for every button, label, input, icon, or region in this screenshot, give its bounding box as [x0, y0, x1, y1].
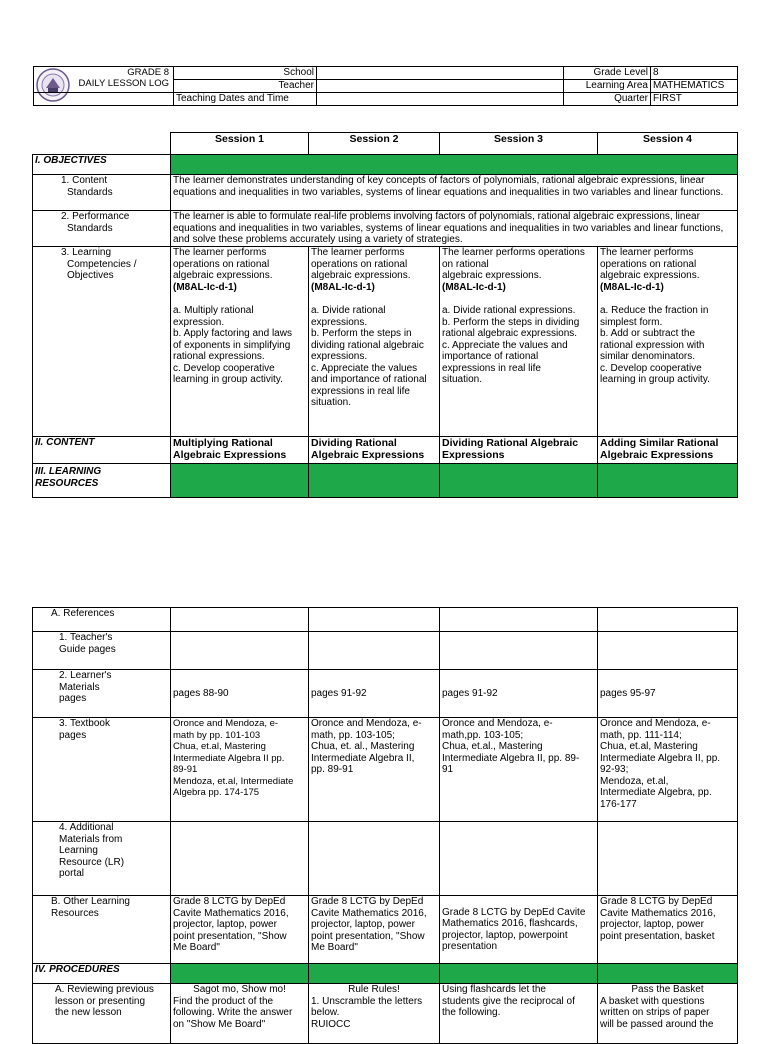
review-title: Sagot mo, Show mo! [193, 984, 286, 995]
references-cell [440, 608, 598, 632]
procedures-green-1 [171, 964, 309, 984]
teacher-value[interactable] [317, 80, 564, 93]
review-session-3 [440, 984, 598, 1044]
review-session-4 [598, 984, 738, 1044]
content-topic-1: Multiplying Rational Algebraic Expressions [171, 437, 309, 464]
review-body: A basket with questions written on strips of paper will be passed around the [600, 995, 714, 1030]
textbook-label: 3. Textbook pages [33, 718, 171, 822]
competency-intro: The learner performs operations on rational algebraic expressions. [311, 247, 411, 281]
competency-intro: The learner performs operations on rational algebraic expressions. [173, 247, 273, 281]
resources-heading: III. LEARNING RESOURCES [33, 464, 171, 498]
resources-table [32, 607, 738, 1044]
lm-pages-1: pages 88-90 [171, 670, 309, 718]
competency-items: a. Multiply rational expression. b. Apply factoring and laws of exponents in simplifying rational expressions. c. Develop cooperative learning in group activity. [173, 305, 292, 385]
references-cell [171, 608, 309, 632]
textbook-pages-1: Oronce and Mendoza, e- math by pp. 101-103 Chua, et.al, Mastering Intermediate Algebra II pp. 89-91 Mendoza, et.al, Intermediate Algebra pp. 174-175 [171, 718, 309, 822]
quarter-value[interactable]: FIRST [651, 93, 738, 106]
review-title: Pass the Basket [631, 984, 704, 995]
procedures-green-2 [309, 964, 440, 984]
competency-code: (M8AL-Ic-d-1) [600, 281, 664, 293]
content-topic-4: Adding Similar Rational Algebraic Expressions [598, 437, 738, 464]
lm-pages-4: pages 95-97 [598, 670, 738, 718]
additional-cell [309, 822, 440, 896]
procedures-green-3 [440, 964, 598, 984]
competency-session-4 [598, 247, 738, 437]
lm-pages-3: pages 91-92 [440, 670, 598, 718]
additional-cell [171, 822, 309, 896]
competency-intro: The learner performs operations on rational algebraic expressions. [442, 247, 585, 281]
additional-cell [440, 822, 598, 896]
content-heading: II. CONTENT [33, 437, 171, 464]
competency-code: (M8AL-Ic-d-1) [442, 281, 506, 293]
session-4-header: Session 4 [598, 133, 738, 155]
additional-materials-label: 4. Additional Materials from Learning Resource (LR) portal [33, 822, 171, 896]
textbook-pages-4: Oronce and Mendoza, e- math, pp. 111-114; Chua, et.al, Mastering Intermediate Algebra II, pp. 92-93; Mendoza, et.al, Intermediate Algebra, pp. 176-177 [598, 718, 738, 822]
competency-items: a. Reduce the fraction in simplest form. b. Add or subtract the rational expression with similar denominators. c. Develop cooperative learning in group activity. [600, 305, 710, 385]
objectives-green-bar [171, 155, 738, 175]
tg-cell [171, 632, 309, 670]
resources-green-3 [440, 464, 598, 498]
content-topic-3: Dividing Rational Algebraic Expressions [440, 437, 598, 464]
references-cell [598, 608, 738, 632]
objectives-table [32, 132, 738, 498]
objectives-heading: I. OBJECTIVES [33, 155, 171, 175]
session-1-header: Session 1 [171, 133, 309, 155]
procedures-green-4 [598, 964, 738, 984]
review-body: Find the product of the following. Write the answer on "Show Me Board" [173, 995, 293, 1030]
references-label: A. References [33, 608, 171, 632]
learning-area-value[interactable]: MATHEMATICS [651, 80, 738, 93]
competency-code: (M8AL-Ic-d-1) [311, 281, 375, 293]
performance-standards-text: The learner is able to formulate real-life problems involving factors of polynomials, rational algebraic expressions, linear equations and inequalities in two variables, systems of linear equations and inequalities in two variables and linear functions, and solve these problems accurately using a variety of strategies. [171, 211, 738, 247]
competency-session-2 [309, 247, 440, 437]
additional-cell [598, 822, 738, 896]
procedures-heading: IV. PROCEDURES [33, 964, 171, 984]
resources-green-2 [309, 464, 440, 498]
competency-session-3 [440, 247, 598, 437]
competency-intro: The learner performs operations on rational algebraic expressions. [600, 247, 700, 281]
content-standards-text: The learner demonstrates understanding of key concepts of factors of polynomials, rational algebraic expressions, linear equations and inequalities in two variables, systems of linear equations and inequalities in two variables and linear functions. [171, 175, 738, 211]
tg-cell [598, 632, 738, 670]
textbook-pages-3: Oronce and Mendoza, e- math,pp. 103-105; Chua, et.al., Mastering Intermediate Algebra II, pp. 89- 91 [440, 718, 598, 822]
content-topic-2: Dividing Rational Algebraic Expressions [309, 437, 440, 464]
review-session-2 [309, 984, 440, 1044]
school-label: School [174, 67, 317, 80]
references-cell [309, 608, 440, 632]
other-resources-3: Grade 8 LCTG by DepEd Cavite Mathematics 2016, flashcards, projector, laptop, powerpoint presentation [440, 896, 598, 964]
quarter-label: Quarter [564, 93, 651, 106]
dates-value[interactable] [317, 93, 564, 106]
session-2-header: Session 2 [309, 133, 440, 155]
session-3-header: Session 3 [440, 133, 598, 155]
school-value[interactable] [317, 67, 564, 80]
grade-level-label: Grade Level [564, 67, 651, 80]
review-title: Rule Rules! [348, 984, 400, 995]
tg-cell [309, 632, 440, 670]
resources-green-1 [171, 464, 309, 498]
competency-items: a. Divide rational expressions. b. Perform the steps in dividing rational algebraic expressions. c. Appreciate the values and importance of rational expressions in real life situation. [442, 305, 580, 385]
header-table [33, 66, 738, 106]
review-body: 1. Unscramble the letters below. RUIOCC [311, 995, 423, 1030]
competency-code: (M8AL-Ic-d-1) [173, 281, 237, 293]
content-standards-label: 1. Content Standards [33, 175, 171, 211]
dates-label: Teaching Dates and Time [174, 93, 317, 106]
performance-standards-label: 2. Performance Standards [33, 211, 171, 247]
other-resources-label: B. Other Learning Resources [33, 896, 171, 964]
tg-cell [440, 632, 598, 670]
teacher-label: Teacher [174, 80, 317, 93]
resources-green-4 [598, 464, 738, 498]
competency-session-1 [171, 247, 309, 437]
competency-items: a. Divide rational expressions. b. Perform the steps in dividing rational algebraic expressions. c. Appreciate the values and importance of rational expressions in real life situation. [311, 305, 427, 408]
learners-materials-label: 2. Learner's Materials pages [33, 670, 171, 718]
review-label: A. Reviewing previous lesson or presenting the new lesson [33, 984, 171, 1044]
grade-title: GRADE 8 [127, 67, 169, 78]
other-resources-2: Grade 8 LCTG by DepEd Cavite Mathematics 2016, projector, laptop, power point presentation, "Show Me Board" [309, 896, 440, 964]
learning-area-label: Learning Area [564, 80, 651, 93]
teachers-guide-label: 1. Teacher's Guide pages [33, 632, 171, 670]
other-resources-1: Grade 8 LCTG by DepEd Cavite Mathematics 2016, projector, laptop, power point presentation, "Show Me Board" [171, 896, 309, 964]
textbook-pages-2: Oronce and Mendoza, e- math, pp. 103-105; Chua, et. al., Mastering Intermediate Algebra II, pp. 89-91 [309, 718, 440, 822]
review-body: Using flashcards let the students give the reciprocal of the following. [442, 984, 575, 1018]
other-resources-4: Grade 8 LCTG by DepEd Cavite Mathematics 2016, projector, laptop, power point presentation, basket [598, 896, 738, 964]
review-session-1 [171, 984, 309, 1044]
log-title: DAILY LESSON LOG [78, 78, 169, 89]
grade-level-value[interactable]: 8 [651, 67, 738, 80]
competencies-label: 3. Learning Competencies / Objectives [33, 247, 171, 437]
lm-pages-2: pages 91-92 [309, 670, 440, 718]
